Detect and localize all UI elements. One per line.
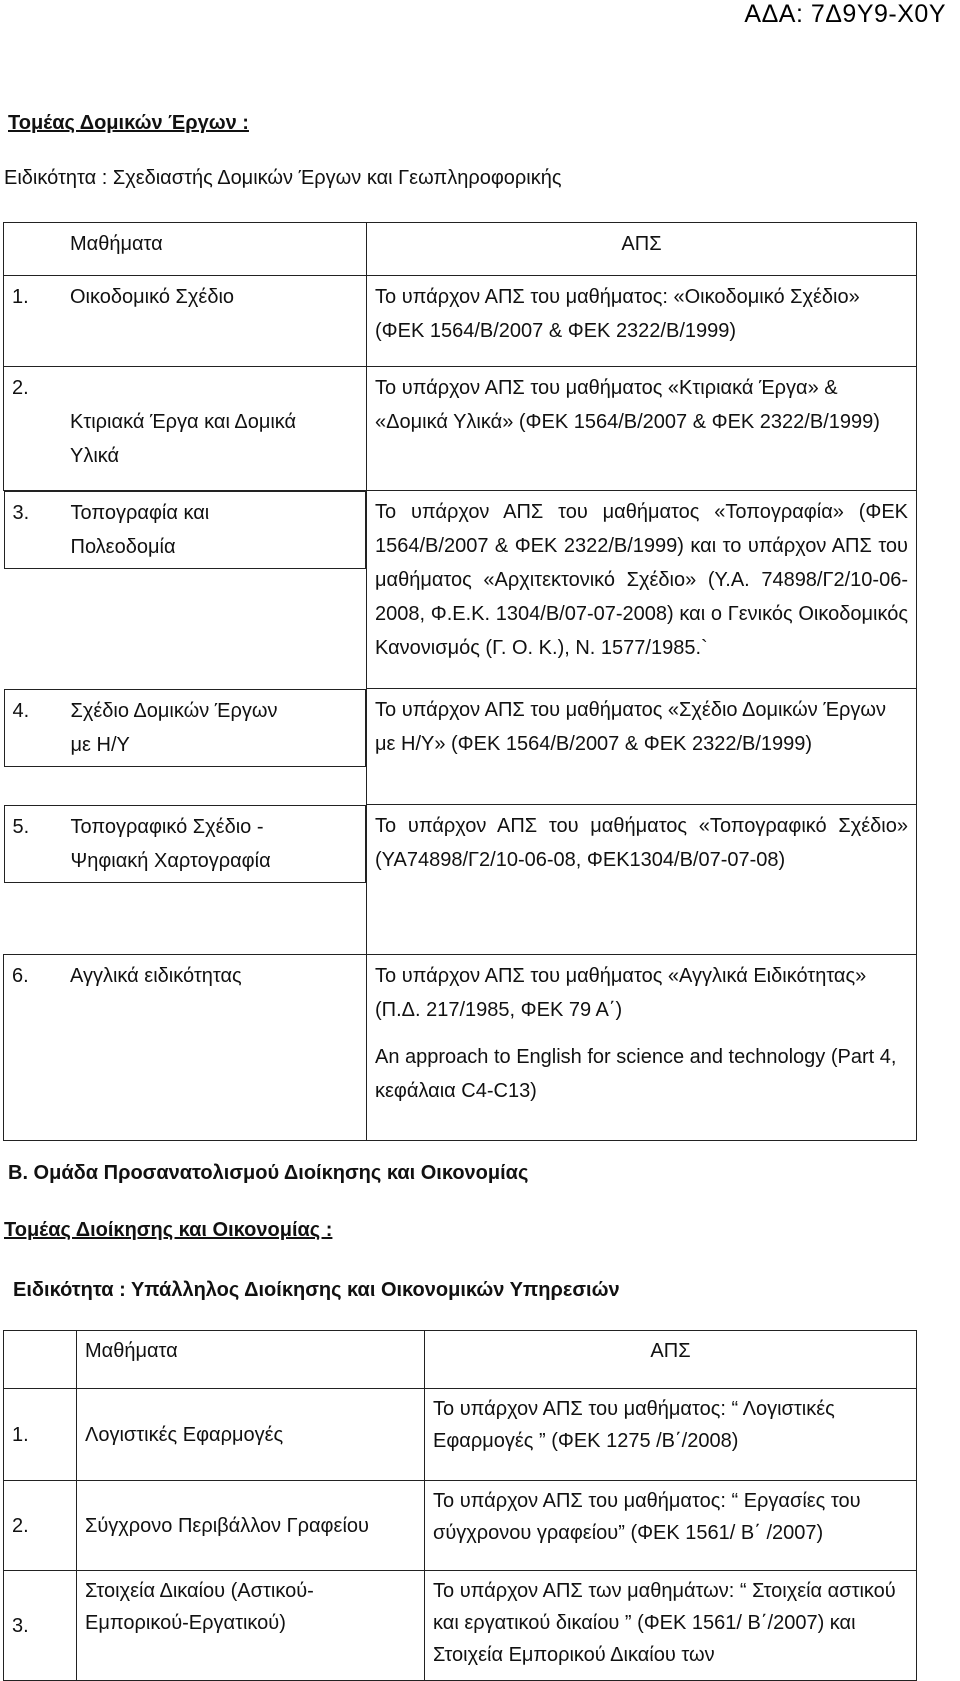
table-row	[4, 276, 917, 367]
course-name: Σχέδιο Δομικών Έργων με Η/Υ	[70, 699, 278, 756]
courses-table-administration	[3, 1330, 917, 1681]
table-row	[4, 955, 917, 1141]
table-row	[4, 491, 917, 689]
aps-text: Το υπάρχον ΑΠΣ των μαθημάτων: “ Στοιχεία αστικού και εργατικού δικαίου ” (ΦΕΚ 1561/ Β΄/2007) και Στοιχεία Εμπορικού Δικαίου των	[425, 1571, 917, 1681]
course-name: Σύγχρονο Περιβάλλον Γραφείου	[77, 1481, 425, 1571]
aps-text: Το υπάρχον ΑΠΣ του μαθήματος: «Οικοδομικό Σχέδιο» (ΦΕΚ 1564/Β/2007 & ΦΕΚ 2322/Β/1999)	[367, 276, 917, 367]
row-number: 1.	[12, 286, 29, 308]
table-row	[4, 1571, 917, 1681]
header-aps: ΑΠΣ	[425, 1331, 917, 1389]
table-row	[4, 805, 917, 955]
course-name: Τοπογραφικό Σχέδιο - Ψηφιακή Χαρτογραφία	[70, 815, 271, 872]
course-name: Λογιστικές Εφαρμογές	[77, 1389, 425, 1481]
table-row	[4, 367, 917, 491]
course-name: Οικοδομικό Σχέδιο	[70, 286, 235, 308]
table-header-row	[4, 1331, 917, 1389]
aps-text: Το υπάρχον ΑΠΣ του μαθήματος: “ Λογιστικές Εφαρμογές ” (ΦΕΚ 1275 /Β΄/2008)	[425, 1389, 917, 1481]
aps-extra-text: An approach to English for science and technology (Part 4, κεφάλαια C4-C13)	[375, 1046, 897, 1102]
sector-title-administration: Τομέας Διοίκησης και Οικονομίας :	[4, 1219, 333, 1241]
aps-text: Το υπάρχον ΑΠΣ του μαθήματος: “ Εργασίες του σύγχρονου γραφείου” (ΦΕΚ 1561/ Β΄ /2007)	[425, 1481, 917, 1571]
course-name: Στοιχεία Δικαίου (Αστικού-Εμπορικού-Εργατικού)	[77, 1571, 425, 1681]
header-courses: Μαθήματα	[77, 1331, 425, 1389]
course-name: Κτιριακά Έργα και Δομικά Υλικά	[70, 411, 297, 467]
table-row	[4, 1481, 917, 1571]
row-number: 2.	[4, 1481, 77, 1571]
table-row	[4, 1389, 917, 1481]
aps-text: Το υπάρχον ΑΠΣ του μαθήματος «Κτιριακά Έργα» & «Δομικά Υλικά» (ΦΕΚ 1564/Β/2007 & ΦΕΚ 2322/Β/1999)	[367, 367, 917, 491]
sector-title-construction: Τομέας Δομικών Έργων :	[8, 112, 249, 134]
aps-text: Το υπάρχον ΑΠΣ του μαθήματος «Τοπογραφία» (ΦΕΚ 1564/Β/2007 & ΦΕΚ 2322/Β/1999) και το υπάρχον ΑΠΣ του μαθήματος «Αρχιτεκτονικό Σχέδιο» (Υ.Α. 74898/Γ2/10-06-2008, Φ.Ε.Κ. 1304/Β/07-07-2008) και ο Γενικός Οικοδομικός Κανονισμός (Γ. Ο. Κ.), Ν. 1577/1985.`	[367, 491, 917, 689]
courses-table-construction	[3, 222, 917, 1141]
row-number: 2.	[12, 377, 29, 399]
table-row	[4, 689, 917, 805]
course-name: Τοπογραφία και Πολεοδομία	[70, 502, 210, 558]
aps-text: Το υπάρχον ΑΠΣ του μαθήματος «Αγγλικά Ειδικότητας» (Π.Δ. 217/1985, ΦΕΚ 79 Α΄)	[375, 965, 867, 1021]
aps-text: Το υπάρχον ΑΠΣ του μαθήματος «Σχέδιο Δομικών Έργων με Η/Υ» (ΦΕΚ 1564/Β/2007 & ΦΕΚ 2322/Β/1999)	[367, 689, 917, 805]
ada-code: ΑΔΑ: 7Δ9Υ9-Χ0Υ	[744, 0, 946, 28]
header-aps: ΑΠΣ	[367, 223, 917, 276]
row-number: 1.	[4, 1389, 77, 1481]
row-number: 3.	[4, 1571, 77, 1681]
row-number: 6.	[12, 965, 29, 987]
row-number: 5.	[12, 815, 30, 838]
row-number: 3.	[12, 502, 30, 524]
course-name: Αγγλικά ειδικότητας	[70, 965, 242, 987]
aps-text: Το υπάρχον ΑΠΣ του μαθήματος «Τοπογραφικό Σχέδιο» (ΥΑ74898/Γ2/10-06-08, ΦΕΚ1304/Β/07-07-08)	[367, 805, 917, 955]
specialty-title-administration: Ειδικότητα : Υπάλληλος Διοίκησης και Οικονομικών Υπηρεσιών	[13, 1279, 620, 1301]
row-number: 4.	[12, 699, 30, 722]
header-courses: Μαθήματα	[4, 223, 367, 276]
group-title-administration: Β. Ομάδα Προσανατολισμού Διοίκησης και Οικονομίας	[8, 1162, 529, 1184]
specialty-title-construction: Ειδικότητα : Σχεδιαστής Δομικών Έργων και Γεωπληροφορικής	[4, 167, 562, 189]
table-header-row	[4, 223, 917, 276]
